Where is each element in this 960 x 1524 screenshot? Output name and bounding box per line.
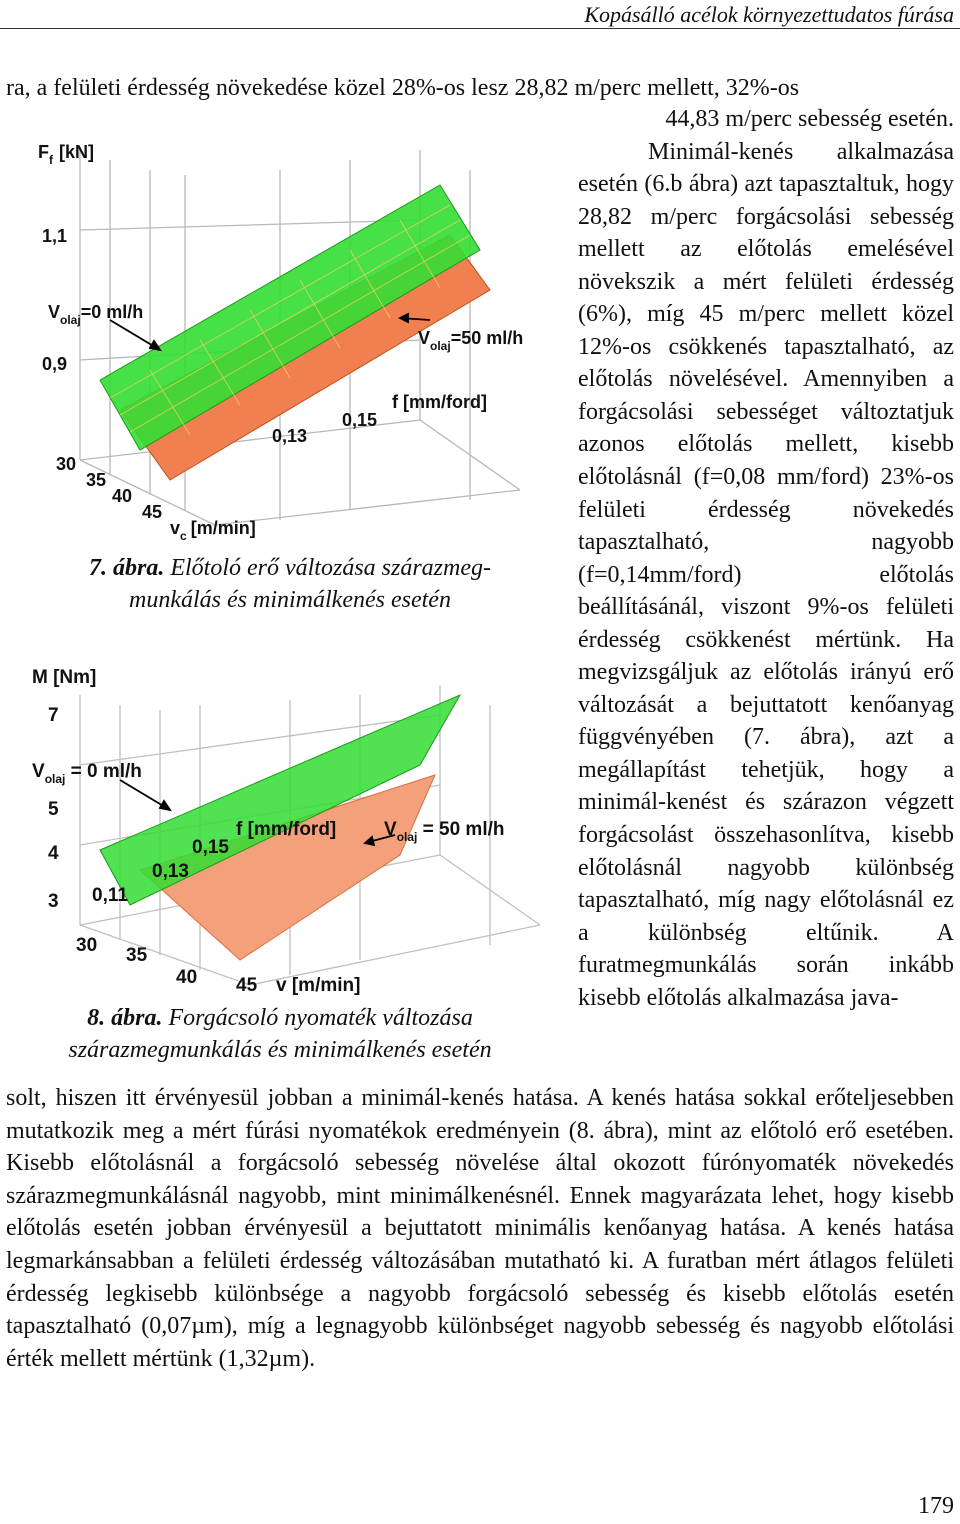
- figure-8-f-tick-3: 0,15: [192, 837, 229, 858]
- figure-8-y-tick-2: 5: [48, 799, 59, 820]
- running-header: [0, 0, 960, 30]
- figure-8-chart: [20, 655, 560, 1000]
- right-column-text: [578, 103, 954, 1014]
- figure-7-chart: [20, 130, 560, 550]
- figure-8-series-mql-label: $V_{olaj} = 50$ ml/h: [384, 819, 505, 844]
- figure-7-y-axis-label: $F_f$ [kN]: [38, 142, 94, 167]
- figure-7-series-dry-label: $V_{olaj}=0$ ml/h: [48, 302, 144, 327]
- figure-7-v-axis-label: $v_c$ [m/min]: [170, 518, 256, 543]
- figure-8-v-tick-3: 40: [176, 967, 198, 988]
- page-number: 179: [918, 1493, 954, 1519]
- figure-7-number: 7. ábra.: [88, 555, 165, 581]
- figure-8-v-tick-1: 30: [76, 935, 98, 956]
- figure-7-v-tick-4: 45: [142, 502, 163, 522]
- figure-7-f-tick-1: 0,13: [272, 426, 308, 446]
- figure-8-y-tick-1: 7: [48, 705, 59, 726]
- right-column-para-1: 44,83 m/perc sebesség esetén.: [665, 106, 954, 132]
- figure-7-caption: [20, 552, 560, 616]
- figure-7-v-tick-2: 35: [86, 470, 107, 490]
- figure-8-caption-line1: Forgácsoló nyomaték változása: [168, 1005, 473, 1031]
- figure-8-series-dry-label: $V_{olaj} = 0$ ml/h: [32, 761, 142, 786]
- figure-8-f-tick-2: 0,13: [152, 861, 189, 882]
- header-rule: [0, 28, 960, 29]
- figure-8-number: 8. ábra.: [87, 1005, 163, 1031]
- figure-7-v-tick-1: 30: [56, 454, 77, 474]
- figure-8-v-axis-label: v [m/min]: [276, 975, 361, 996]
- figure-8-v-tick-4: 45: [236, 975, 258, 996]
- figure-7-f-axis-label: f [mm/ford]: [392, 392, 487, 412]
- figure-7-f-tick-2: 0,15: [342, 410, 378, 430]
- figure-7-y-tick-2: 0,9: [42, 354, 68, 374]
- figure-8-v-tick-2: 35: [126, 945, 148, 966]
- figure-8-y-tick-3: 4: [48, 843, 59, 864]
- figure-7-series-mql-label: $V_{olaj}=50$ ml/h: [418, 328, 524, 353]
- opening-line: ra, a felületi érdesség növekedése közel 28%-os lesz 28,82 m/perc mellett, 32%-os: [6, 75, 800, 101]
- figure-8-caption: [20, 1002, 540, 1066]
- figure-7-caption-line1: Előtoló erő változása szárazmeg-: [170, 555, 491, 581]
- figure-7-v-tick-3: 40: [112, 486, 133, 506]
- bottom-paragraph: solt, hiszen itt érvényesül jobban a minimál-kenés hatása. A kenés hatása sokkal erőteljesebben mutatkozik meg a mért fúrási nyomatékok eredményein (8. ábra), mint az előtoló erő esetében. Kisebb előtolásnál a forgácsoló sebesség növelése által okozott fúrónyomaték növekedés szárazmegmunkálásnál nagyobb, mint minimálkenésnél. Ennek magyarázata lehet, hogy kisebb előtolás esetén jobban érvényesül a bejuttatott minimális kenőanyag hatása. A kenés hatása legmarkánsabban a felületi érdesség változásában mutatható ki. A furatban mért átlagos felületi érdesség legkisebb különbsége a nagyobb forgácsoló sebesség és kisebb előtolás esetén tapasztalható (0,07µm), míg a legnagyobb különbséget nagyobb sebesség és nagyobb előtolási érték mellett mértünk (1,32µm).: [6, 1085, 954, 1372]
- figure-8-y-axis-label: M [Nm]: [32, 667, 97, 688]
- figure-7-caption-line2: munkálás és minimálkenés esetén: [129, 587, 451, 613]
- figure-8-caption-line2: szárazmegmunkálás és minimálkenés esetén: [68, 1037, 492, 1063]
- running-title: Kopásálló acélok környezettudatos fúrása: [584, 2, 954, 27]
- figure-8-f-axis-label: f [mm/ford]: [236, 819, 337, 840]
- figure-8-y-tick-4: 3: [48, 891, 59, 912]
- figure-7-y-tick-1: 1,1: [42, 226, 68, 246]
- right-column-para-2: Minimál-kenés alkalmazása esetén (6.b ábra) azt tapasztaltuk, hogy 28,82 m/perc forgácsolási sebesség mellett az előtolás emelésével növekszik a mért felületi érdesség (6%), míg 45 m/perc mellett közel 12%-os csökkenés tapasztalható, az előtolás növelésével. Amennyiben a forgácsolási sebességet változtatjuk azonos előtolás mellett, kisebb előtolásnál (f=0,08 mm/ford) 23%-os felületi érdesség növekedés tapasztalható, nagyobb (f=0,14mm/ford) előtolás beállításánál, viszont 9%-os felületi érdesség csökkenést mértünk. Ha megvizsgáljuk az előtolás irányú erő változását a bejuttatott kenőanyag függvényében (7. ábra), azt a megállapítást tehetjük, hogy a minimál-kenést és szárazon végzett forgácsolást összehasonlítva, kisebb előtolásnál nagyobb különbség tapasztalható, míg nagy előtolásnál ez a különbség eltűnik. A furatmegmunkálás során inkább kisebb előtolás alkalmazása java-: [578, 138, 954, 1011]
- figure-8-f-tick-1: 0,11: [92, 885, 128, 906]
